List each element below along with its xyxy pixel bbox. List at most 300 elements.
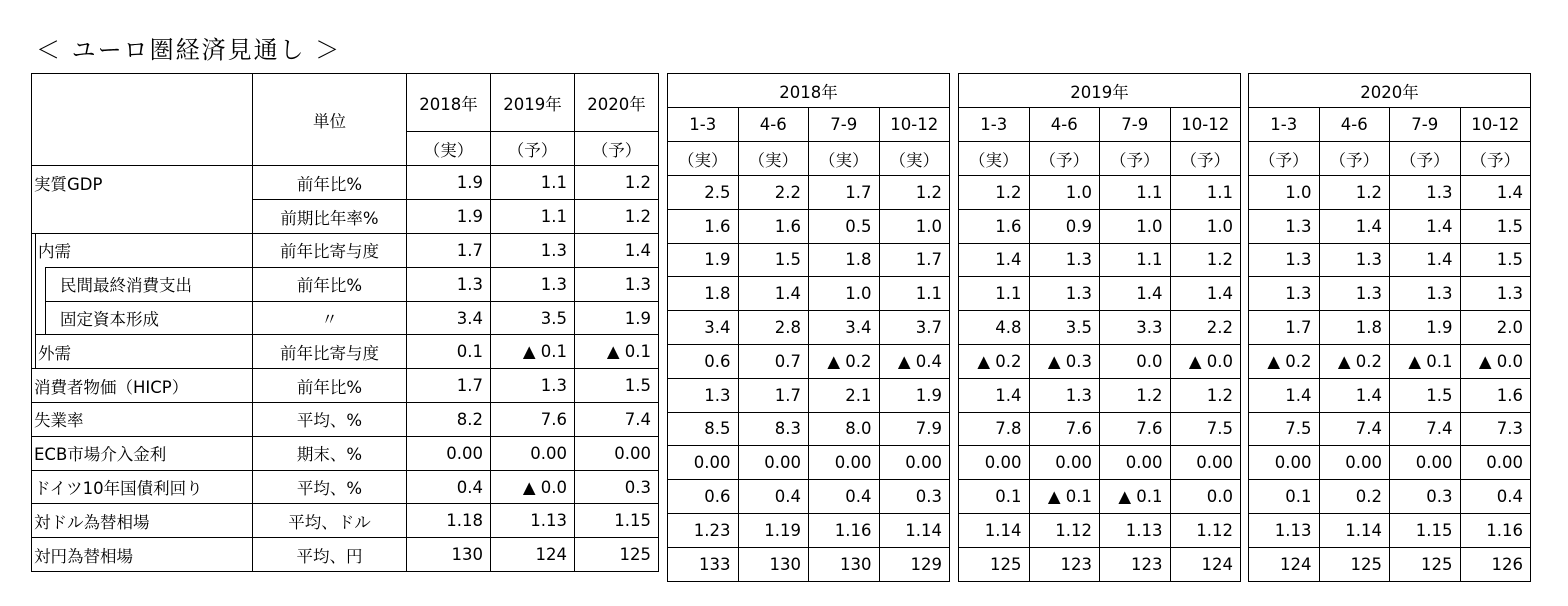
annual-value: ▲ 0.1 <box>491 335 575 369</box>
quarterly-value: 1.3 <box>1249 209 1320 243</box>
row-unit: 前年比% <box>253 267 407 301</box>
table-row <box>959 243 1241 277</box>
quarter-header: 10-12 <box>1170 108 1241 142</box>
table-row <box>668 311 950 345</box>
quarterly-value: 1.7 <box>809 176 880 210</box>
quarterly-value: 7.6 <box>1100 412 1171 446</box>
quarter-header: 10-12 <box>879 108 950 142</box>
quarterly-value: 1.2 <box>879 176 950 210</box>
quarterly-value: 1.9 <box>1390 311 1461 345</box>
quarter-header: 10-12 <box>1460 108 1531 142</box>
table-row <box>1249 176 1531 210</box>
quarterly-value: 1.3 <box>1249 243 1320 277</box>
table-row <box>32 200 659 234</box>
status-header: （予） <box>1170 142 1241 176</box>
quarterly-value: 125 <box>959 547 1030 581</box>
table-row <box>668 344 950 378</box>
quarterly-value: 0.00 <box>959 446 1030 480</box>
quarterly-value: 0.2 <box>1319 480 1390 514</box>
row-label <box>32 200 253 234</box>
table-row <box>668 243 950 277</box>
quarter-header: 1-3 <box>959 108 1030 142</box>
quarterly-value: 1.8 <box>809 243 880 277</box>
year-header: 2020年 <box>575 74 659 132</box>
quarterly-value: 1.4 <box>1249 378 1320 412</box>
quarterly-value: 126 <box>1460 547 1531 581</box>
table-row <box>959 277 1241 311</box>
annual-value: 1.3 <box>491 267 575 301</box>
quarterly-value: ▲ 0.1 <box>1100 480 1171 514</box>
annual-value: 1.1 <box>491 200 575 234</box>
quarterly-value: 1.0 <box>1249 176 1320 210</box>
annual-value: 1.4 <box>575 234 659 268</box>
table-row <box>32 436 659 470</box>
row-unit: 前年比% <box>253 369 407 403</box>
quarterly-value: 2.2 <box>738 176 809 210</box>
annual-value: 0.1 <box>407 335 491 369</box>
row-unit: 前年比寄与度 <box>253 335 407 369</box>
quarterly-value: 129 <box>879 547 950 581</box>
status-header: （予） <box>1319 142 1390 176</box>
quarterly-value: 1.3 <box>1390 176 1461 210</box>
row-unit: 〃 <box>253 301 407 335</box>
quarterly-value: 0.4 <box>738 480 809 514</box>
table-row <box>959 209 1241 243</box>
quarterly-value: 0.4 <box>1460 480 1531 514</box>
quarterly-value: 1.4 <box>959 378 1030 412</box>
quarterly-value: 7.5 <box>1249 412 1320 446</box>
quarterly-value: 7.9 <box>879 412 950 446</box>
header-row-status <box>1249 142 1531 176</box>
table-row <box>1249 209 1531 243</box>
quarterly-value: 1.9 <box>668 243 739 277</box>
quarterly-value: 125 <box>1319 547 1390 581</box>
table-row <box>1249 547 1531 581</box>
quarterly-value: 3.4 <box>809 311 880 345</box>
quarterly-value: 1.3 <box>1460 277 1531 311</box>
annual-value: 1.9 <box>407 200 491 234</box>
quarterly-value: 1.4 <box>1390 209 1461 243</box>
quarterly-value: 1.7 <box>879 243 950 277</box>
quarterly-value: 2.1 <box>809 378 880 412</box>
quarterly-value: 1.9 <box>879 378 950 412</box>
quarterly-value: 1.6 <box>668 209 739 243</box>
row-unit: 期末、% <box>253 436 407 470</box>
quarterly-value: 1.4 <box>1319 378 1390 412</box>
quarterly-value: 7.4 <box>1319 412 1390 446</box>
quarterly-value: ▲ 0.1 <box>1390 344 1461 378</box>
row-label: 固定資本形成 <box>46 301 253 335</box>
quarterly-value: 1.2 <box>1319 176 1390 210</box>
annual-table <box>31 73 659 572</box>
header-row-status <box>668 142 950 176</box>
quarterly-value: 1.1 <box>959 277 1030 311</box>
table-row <box>1249 311 1531 345</box>
quarterly-value: 1.4 <box>1319 209 1390 243</box>
quarterly-value: ▲ 0.2 <box>1249 344 1320 378</box>
header-row-year <box>668 74 950 108</box>
status-header: （予） <box>1029 142 1100 176</box>
row-label: ECB市場介入金利 <box>32 436 253 470</box>
table-row <box>1249 243 1531 277</box>
quarterly-value: 1.5 <box>1460 243 1531 277</box>
quarterly-value: 0.00 <box>738 446 809 480</box>
quarterly-value: 7.8 <box>959 412 1030 446</box>
table-row <box>1249 378 1531 412</box>
annual-value: 0.00 <box>575 436 659 470</box>
quarterly-value: 1.8 <box>668 277 739 311</box>
status-header: （予） <box>1460 142 1531 176</box>
quarter-header: 7-9 <box>809 108 880 142</box>
table-row <box>1249 412 1531 446</box>
row-label: 外需 <box>36 335 253 369</box>
quarterly-table-2020 <box>1248 73 1531 582</box>
table-row <box>959 446 1241 480</box>
quarterly-value: 1.8 <box>1319 311 1390 345</box>
quarterly-value: 1.3 <box>1319 243 1390 277</box>
quarterly-value: 1.3 <box>1029 277 1100 311</box>
quarterly-value: 1.16 <box>1460 513 1531 547</box>
quarterly-value: 0.00 <box>1390 446 1461 480</box>
quarterly-value: 1.19 <box>738 513 809 547</box>
quarterly-value: 1.5 <box>1390 378 1461 412</box>
quarterly-value: 1.14 <box>1319 513 1390 547</box>
quarterly-value: 1.2 <box>1100 378 1171 412</box>
annual-value: 1.1 <box>491 166 575 200</box>
quarterly-value: 1.13 <box>1249 513 1320 547</box>
quarterly-value: 125 <box>1390 547 1461 581</box>
table-row <box>668 480 950 514</box>
quarterly-value: 1.5 <box>1460 209 1531 243</box>
annual-value: 125 <box>575 538 659 572</box>
quarterly-value: 1.4 <box>738 277 809 311</box>
annual-value: 1.3 <box>407 267 491 301</box>
quarterly-value: 1.6 <box>1460 378 1531 412</box>
page-title: ＜ ユーロ圏経済見通し ＞ <box>36 36 342 64</box>
row-unit: 平均、ドル <box>253 504 407 538</box>
table-row <box>32 403 659 437</box>
quarterly-value: 1.0 <box>809 277 880 311</box>
year-header: 2019年 <box>491 74 575 132</box>
table-row <box>668 277 950 311</box>
quarterly-value: 1.4 <box>1170 277 1241 311</box>
annual-value: 0.00 <box>491 436 575 470</box>
quarterly-value: 2.5 <box>668 176 739 210</box>
quarterly-value: 1.1 <box>879 277 950 311</box>
quarterly-value: 1.1 <box>1100 176 1171 210</box>
annual-value: 1.2 <box>575 166 659 200</box>
quarterly-value: 3.4 <box>668 311 739 345</box>
quarterly-value: 1.3 <box>1029 243 1100 277</box>
status-header: （予） <box>491 132 575 166</box>
annual-value: 3.4 <box>407 301 491 335</box>
table-row <box>668 513 950 547</box>
quarterly-value: 133 <box>668 547 739 581</box>
quarterly-value: 1.2 <box>959 176 1030 210</box>
quarterly-value: 1.12 <box>1170 513 1241 547</box>
quarter-header: 7-9 <box>1390 108 1461 142</box>
quarterly-value: 124 <box>1170 547 1241 581</box>
unit-header: 単位 <box>253 74 407 166</box>
quarterly-value: 124 <box>1249 547 1320 581</box>
annual-value: 1.15 <box>575 504 659 538</box>
quarterly-value: 8.0 <box>809 412 880 446</box>
quarterly-value: 1.4 <box>1100 277 1171 311</box>
quarterly-value: 2.8 <box>738 311 809 345</box>
annual-value: 7.6 <box>491 403 575 437</box>
status-header: （予） <box>575 132 659 166</box>
quarterly-value: 2.0 <box>1460 311 1531 345</box>
annual-value: 1.13 <box>491 504 575 538</box>
quarterly-value: 1.14 <box>959 513 1030 547</box>
header-row-year <box>1249 74 1531 108</box>
quarterly-value: 0.00 <box>1170 446 1241 480</box>
quarterly-value: 1.1 <box>1170 176 1241 210</box>
quarterly-value: 0.00 <box>668 446 739 480</box>
quarterly-table-2019 <box>958 73 1241 582</box>
quarter-header: 4-6 <box>1029 108 1100 142</box>
status-header: （実） <box>959 142 1030 176</box>
quarterly-value: 1.3 <box>1249 277 1320 311</box>
table-row <box>32 166 659 200</box>
quarterly-value: 0.00 <box>1100 446 1171 480</box>
quarterly-value: 1.1 <box>1100 243 1171 277</box>
table-row <box>32 504 659 538</box>
table-row <box>959 176 1241 210</box>
annual-value: ▲ 0.0 <box>491 470 575 504</box>
quarterly-value: 1.14 <box>879 513 950 547</box>
annual-value: 1.5 <box>575 369 659 403</box>
table-row <box>32 538 659 572</box>
year-header: 2020年 <box>1249 74 1531 108</box>
header-blank-cell <box>32 74 253 166</box>
quarterly-value: 1.0 <box>1100 209 1171 243</box>
annual-value: 1.18 <box>407 504 491 538</box>
annual-value: 0.4 <box>407 470 491 504</box>
quarterly-value: 1.3 <box>1390 277 1461 311</box>
header-row-period <box>668 108 950 142</box>
quarterly-value: 0.3 <box>879 480 950 514</box>
quarterly-value: 0.5 <box>809 209 880 243</box>
row-unit: 前年比% <box>253 166 407 200</box>
table-row <box>959 311 1241 345</box>
annual-value: 1.3 <box>575 267 659 301</box>
quarterly-value: 0.00 <box>879 446 950 480</box>
table-row <box>668 209 950 243</box>
quarterly-value: 0.7 <box>738 344 809 378</box>
quarterly-value: 4.8 <box>959 311 1030 345</box>
quarterly-value: 3.5 <box>1029 311 1100 345</box>
quarter-header: 1-3 <box>1249 108 1320 142</box>
table-row <box>32 267 659 301</box>
quarterly-value: ▲ 0.2 <box>809 344 880 378</box>
table-row <box>668 176 950 210</box>
status-header: （実） <box>668 142 739 176</box>
quarterly-value: 1.6 <box>959 209 1030 243</box>
table-row <box>1249 277 1531 311</box>
quarterly-value: 0.00 <box>1319 446 1390 480</box>
table-row <box>959 378 1241 412</box>
status-header: （予） <box>1249 142 1320 176</box>
quarterly-value: ▲ 0.2 <box>959 344 1030 378</box>
table-row <box>32 301 659 335</box>
quarterly-value: 1.0 <box>1029 176 1100 210</box>
quarterly-value: 1.4 <box>959 243 1030 277</box>
annual-value: 3.5 <box>491 301 575 335</box>
row-label: 実質GDP <box>32 166 253 200</box>
quarterly-value: 123 <box>1100 547 1171 581</box>
year-header: 2018年 <box>407 74 491 132</box>
table-row <box>1249 344 1531 378</box>
quarterly-value: 0.0 <box>1170 480 1241 514</box>
indent-spacer <box>36 301 46 335</box>
quarterly-value: ▲ 0.0 <box>1170 344 1241 378</box>
quarterly-value: 7.3 <box>1460 412 1531 446</box>
annual-value: 1.7 <box>407 369 491 403</box>
table-row <box>32 369 659 403</box>
table-row <box>1249 446 1531 480</box>
quarterly-value: 1.16 <box>809 513 880 547</box>
quarterly-value: 0.00 <box>1029 446 1100 480</box>
table-row <box>668 412 950 446</box>
annual-value: 130 <box>407 538 491 572</box>
quarterly-value: 0.00 <box>809 446 880 480</box>
quarterly-value: 1.3 <box>668 378 739 412</box>
annual-value: 7.4 <box>575 403 659 437</box>
table-row <box>959 412 1241 446</box>
row-label: 対ドル為替相場 <box>32 504 253 538</box>
status-header: （実） <box>407 132 491 166</box>
quarterly-value: 1.5 <box>738 243 809 277</box>
row-label: 対円為替相場 <box>32 538 253 572</box>
quarterly-value: 1.4 <box>1390 243 1461 277</box>
annual-value: 8.2 <box>407 403 491 437</box>
quarterly-value: 0.1 <box>959 480 1030 514</box>
table-row <box>32 234 659 268</box>
table-row <box>959 547 1241 581</box>
quarterly-table-2018 <box>667 73 950 582</box>
table-row <box>959 344 1241 378</box>
row-unit: 平均、円 <box>253 538 407 572</box>
header-row-status <box>959 142 1241 176</box>
quarterly-value: 7.6 <box>1029 412 1100 446</box>
quarterly-value: 8.5 <box>668 412 739 446</box>
quarterly-value: 1.23 <box>668 513 739 547</box>
quarterly-value: 1.3 <box>1029 378 1100 412</box>
table-row <box>32 470 659 504</box>
status-header: （予） <box>1100 142 1171 176</box>
year-header: 2018年 <box>668 74 950 108</box>
quarterly-value: 123 <box>1029 547 1100 581</box>
table-row <box>1249 513 1531 547</box>
quarterly-value: 0.00 <box>1249 446 1320 480</box>
table-row <box>668 547 950 581</box>
row-label: 内需 <box>36 234 253 268</box>
quarter-header: 7-9 <box>1100 108 1171 142</box>
status-header: （実） <box>809 142 880 176</box>
quarterly-value: 1.2 <box>1170 378 1241 412</box>
quarter-header: 4-6 <box>738 108 809 142</box>
row-label: 民間最終消費支出 <box>46 267 253 301</box>
row-unit: 前年比寄与度 <box>253 234 407 268</box>
annual-value: 0.3 <box>575 470 659 504</box>
table-row <box>1249 480 1531 514</box>
annual-value: 1.3 <box>491 369 575 403</box>
row-label: ドイツ10年国債利回り <box>32 470 253 504</box>
table-row <box>668 446 950 480</box>
annual-value: 1.2 <box>575 200 659 234</box>
quarterly-value: 0.6 <box>668 344 739 378</box>
quarterly-value: 2.2 <box>1170 311 1241 345</box>
status-header: （実） <box>879 142 950 176</box>
quarter-header: 1-3 <box>668 108 739 142</box>
table-row <box>668 378 950 412</box>
quarterly-value: ▲ 0.3 <box>1029 344 1100 378</box>
quarterly-value: ▲ 0.4 <box>879 344 950 378</box>
row-label: 消費者物価（HICP） <box>32 369 253 403</box>
status-header: （予） <box>1390 142 1461 176</box>
indent-spacer <box>36 267 46 301</box>
quarterly-value: 1.0 <box>1170 209 1241 243</box>
annual-value: 124 <box>491 538 575 572</box>
table-row <box>959 513 1241 547</box>
quarterly-value: 1.12 <box>1029 513 1100 547</box>
quarterly-value: 8.3 <box>738 412 809 446</box>
quarterly-value: 7.5 <box>1170 412 1241 446</box>
table-row <box>959 480 1241 514</box>
annual-value: ▲ 0.1 <box>575 335 659 369</box>
table-row <box>32 335 659 369</box>
annual-value: 1.7 <box>407 234 491 268</box>
quarterly-value: 0.0 <box>1100 344 1171 378</box>
quarterly-value: 1.13 <box>1100 513 1171 547</box>
annual-value: 1.3 <box>491 234 575 268</box>
quarterly-value: 1.4 <box>1460 176 1531 210</box>
quarterly-value: ▲ 0.0 <box>1460 344 1531 378</box>
row-unit: 平均、% <box>253 403 407 437</box>
quarterly-value: 3.3 <box>1100 311 1171 345</box>
quarterly-value: 130 <box>738 547 809 581</box>
quarter-header: 4-6 <box>1319 108 1390 142</box>
quarterly-value: 1.7 <box>738 378 809 412</box>
row-unit: 前期比年率% <box>253 200 407 234</box>
quarterly-value: 1.7 <box>1249 311 1320 345</box>
quarterly-value: 7.4 <box>1390 412 1461 446</box>
header-row-period <box>1249 108 1531 142</box>
annual-value: 1.9 <box>575 301 659 335</box>
quarterly-value: 130 <box>809 547 880 581</box>
year-header: 2019年 <box>959 74 1241 108</box>
quarterly-value: 0.00 <box>1460 446 1531 480</box>
header-row-year <box>959 74 1241 108</box>
quarterly-value: 1.3 <box>1319 277 1390 311</box>
annual-value: 1.9 <box>407 166 491 200</box>
quarterly-value: 3.7 <box>879 311 950 345</box>
quarterly-value: 1.6 <box>738 209 809 243</box>
quarterly-value: 0.9 <box>1029 209 1100 243</box>
quarterly-value: ▲ 0.2 <box>1319 344 1390 378</box>
quarterly-value: 1.15 <box>1390 513 1461 547</box>
quarterly-value: ▲ 0.1 <box>1029 480 1100 514</box>
quarterly-value: 0.6 <box>668 480 739 514</box>
header-row-period <box>959 108 1241 142</box>
row-unit: 平均、% <box>253 470 407 504</box>
quarterly-value: 0.3 <box>1390 480 1461 514</box>
row-label: 失業率 <box>32 403 253 437</box>
quarterly-value: 0.1 <box>1249 480 1320 514</box>
quarterly-value: 1.2 <box>1170 243 1241 277</box>
annual-value: 0.00 <box>407 436 491 470</box>
